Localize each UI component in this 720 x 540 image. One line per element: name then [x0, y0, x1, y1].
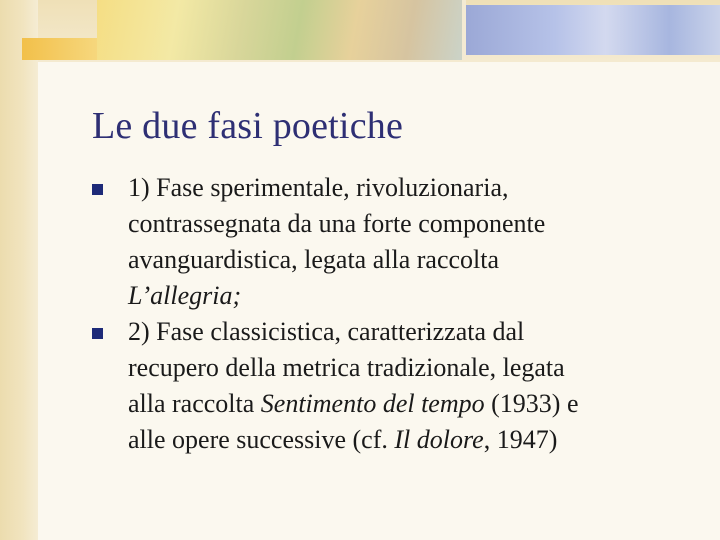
- italic-title: Sentimento del tempo: [260, 389, 485, 418]
- square-bullet-icon: [92, 184, 103, 195]
- text-run: contrassegnata da una forte componente: [128, 209, 546, 238]
- text-run: alle opere successive (cf.: [128, 425, 395, 454]
- decorative-banner-left: [22, 38, 97, 60]
- square-bullet-icon: [92, 328, 103, 339]
- bullet-2-line-1: [128, 314, 702, 350]
- decorative-flower-banner: [466, 5, 720, 55]
- bullet-2-line-2: [128, 350, 702, 386]
- text-run: , 1947): [483, 425, 558, 454]
- bullet-list: [92, 170, 702, 458]
- text-run: (1933) e: [484, 389, 579, 418]
- bullet-1-line-1: [128, 170, 702, 206]
- italic-title: Il dolore: [394, 425, 484, 454]
- bullet-2-line-3: [128, 386, 702, 422]
- text-run: recupero della metrica tradizionale, legata: [128, 353, 565, 382]
- bullet-1-line-2: [128, 206, 702, 242]
- slide-title: Le due fasi poetiche: [92, 105, 404, 147]
- text-run: alla raccolta: [128, 389, 261, 418]
- bullet-item-1: [92, 170, 702, 314]
- bullet-item-2: [92, 314, 702, 458]
- bullet-1-line-3: [128, 242, 702, 278]
- text-run: 1) Fase sperimentale, rivoluzionaria,: [128, 173, 509, 202]
- bullet-2-line-4: [128, 422, 702, 458]
- italic-title: L’allegria;: [128, 281, 242, 310]
- bullet-1-line-4: [128, 278, 702, 314]
- paper-left-border: [0, 0, 38, 540]
- decorative-leaf-banner: [97, 0, 462, 60]
- text-run: avanguardistica, legata alla raccolta: [128, 245, 500, 274]
- text-run: 2) Fase classicistica, caratterizzata dal: [128, 317, 525, 346]
